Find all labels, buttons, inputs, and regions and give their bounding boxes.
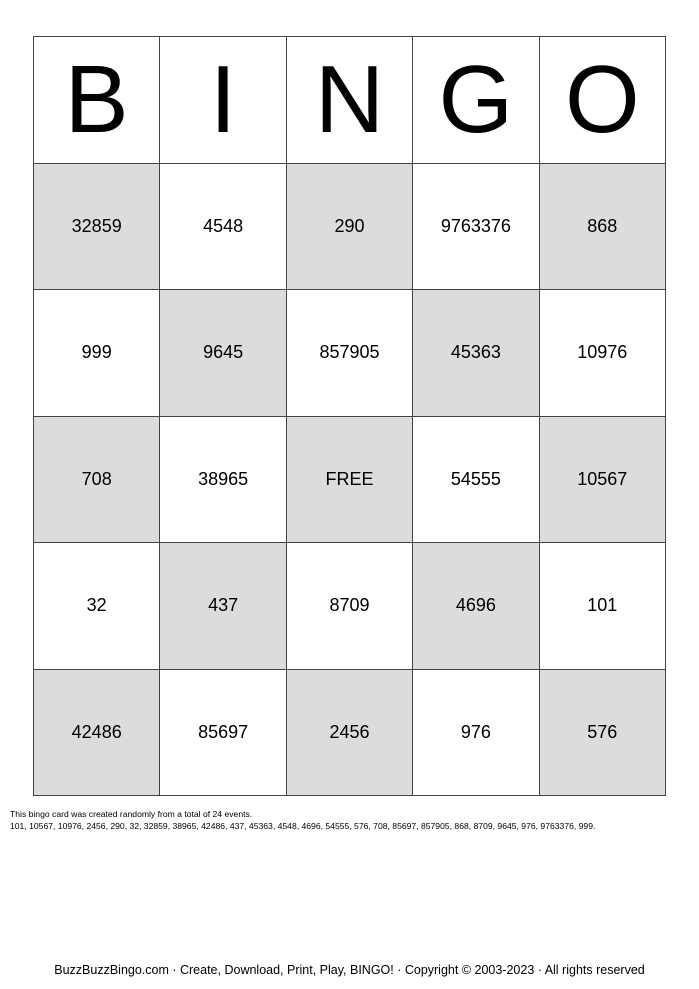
bingo-cell: 576 [540,670,666,797]
bingo-cell: 857905 [287,290,413,417]
bingo-cell: 85697 [160,670,286,797]
bingo-cell: 32859 [34,164,160,291]
bingo-cell: 8709 [287,543,413,670]
bingo-cell: 708 [34,417,160,544]
header-letter-o: O [540,37,666,164]
bingo-cell: 9645 [160,290,286,417]
bingo-cell: 976 [413,670,539,797]
header-letter-i: I [160,37,286,164]
bingo-cell: 32 [34,543,160,670]
bingo-cell: 42486 [34,670,160,797]
bingo-card [33,36,666,796]
free-space-cell: FREE [287,417,413,544]
bingo-cell: 2456 [287,670,413,797]
bingo-cell: 4548 [160,164,286,291]
card-note-summary: This bingo card was created randomly from a total of 24 events. [10,809,253,819]
bingo-cell: 45363 [413,290,539,417]
bingo-cell: 10976 [540,290,666,417]
header-letter-g: G [413,37,539,164]
bingo-cell: 437 [160,543,286,670]
page-footer: BuzzBuzzBingo.com · Create, Download, Print, Play, BINGO! · Copyright © 2003-2023 · All rights reserved [54,963,645,977]
header-letter-n: N [287,37,413,164]
bingo-cell: 999 [34,290,160,417]
card-note-event-list: 101, 10567, 10976, 2456, 290, 32, 32859, 38965, 42486, 437, 45363, 4548, 4696, 54555, 576, 708, 85697, 857905, 868, 8709, 9645, 976, 9763376, 999. [10,821,596,831]
header-letter-b: B [34,37,160,164]
bingo-cell: 10567 [540,417,666,544]
bingo-cell: 290 [287,164,413,291]
bingo-cell: 9763376 [413,164,539,291]
bingo-cell: 4696 [413,543,539,670]
card-note [10,808,595,832]
bingo-cell: 101 [540,543,666,670]
bingo-cell: 868 [540,164,666,291]
bingo-cell: 38965 [160,417,286,544]
bingo-cell: 54555 [413,417,539,544]
